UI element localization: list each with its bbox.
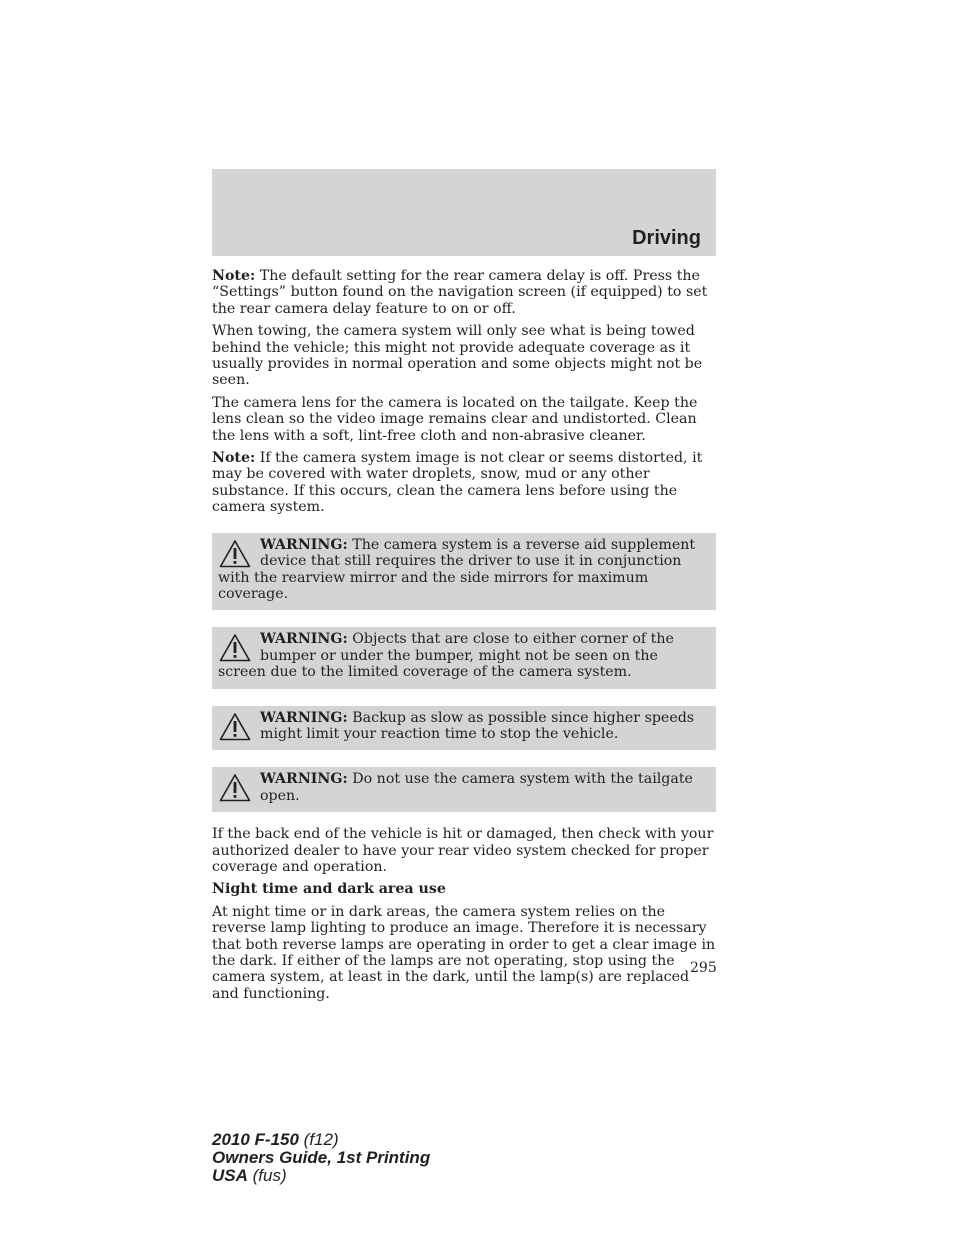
- warning-label: WARNING:: [260, 709, 348, 726]
- warning-box: [212, 706, 716, 751]
- note-label: Note:: [212, 450, 256, 467]
- note-text: If the camera system image is not clear or seems distorted, it may be covered with water droplets, snow, mud or any other substance. If this occurs, clean the camera lens before using the camera system.: [212, 450, 703, 516]
- warning-box: [212, 767, 716, 812]
- night-paragraph: At night time or in dark areas, the camera system relies on the reverse lamp lighting to produce an image. Therefore it is necessary that both reverse lamps are operating in order to get a clear image in the dark. If either of the lamps are not operating, stop using the camera system, at least in the dark, until the lamp(s) are replaced and functioning.: [212, 903, 716, 1002]
- towing-paragraph: When towing, the camera system will only see what is being towed behind the vehicle; this might not provide adequate coverage as it usually provides in normal operation and some objects might not be seen.: [212, 323, 703, 389]
- warning-box: [212, 627, 716, 688]
- document-footer: [212, 1131, 430, 1185]
- warning-body: Do not use the camera system with the tailgate open.: [260, 771, 693, 804]
- note-text: The default setting for the rear camera delay is off. Press the “Settings” button found on the navigation screen (if equipped) to set the rear camera delay feature to on or off.: [212, 268, 708, 317]
- warning-text: [218, 631, 710, 680]
- warning-body: Objects that are close to either corner of the bumper or under the bumper, might not be seen on the screen due to the limited coverage of the camera system.: [218, 631, 674, 681]
- page-number: 295: [690, 960, 717, 976]
- footer-market-code: (fus): [247, 1166, 287, 1185]
- footer-model: 2010 F-150: [212, 1130, 299, 1149]
- warning-text: [218, 710, 710, 743]
- warning-text: [218, 771, 710, 804]
- page-content: [212, 268, 716, 1008]
- section-title: Driving: [632, 227, 701, 249]
- warning-body: The camera system is a reverse aid supplement device that still requires the driver to use it in conjunction with the rearview mirror and the side mirrors for maximum coverage.: [218, 536, 696, 602]
- footer-model-code: (f12): [298, 1130, 339, 1149]
- note-label: Note:: [212, 268, 256, 284]
- lens-paragraph: The camera lens for the camera is located on the tailgate. Keep the lens clean so the video image remains clear and undistorted. Clean the lens with a soft, lint-free cloth and non-abrasive cleaner.: [212, 394, 698, 444]
- section-header-band: [212, 169, 716, 256]
- warning-text: [218, 537, 710, 603]
- warning-label: WARNING:: [260, 771, 348, 788]
- damage-paragraph: If the back end of the vehicle is hit or damaged, then check with your authorized dealer to have your rear video system checked for proper coverage and operation.: [212, 826, 714, 875]
- warning-box: [212, 533, 716, 611]
- footer-line-market: [212, 1167, 430, 1185]
- warning-triangle-icon: [219, 712, 251, 742]
- warning-body: Backup as slow as possible since higher speeds might limit your reaction time to stop the vehicle.: [260, 709, 695, 742]
- subsection-heading: Night time and dark area use: [212, 881, 446, 898]
- warning-triangle-icon: [219, 539, 251, 569]
- warning-label: WARNING:: [260, 536, 348, 553]
- note-paragraph-delay: [212, 268, 716, 317]
- note-paragraph-image: [212, 450, 716, 516]
- footer-line-guide: Owners Guide, 1st Printing: [212, 1148, 431, 1167]
- warning-triangle-icon: [219, 773, 251, 803]
- warning-triangle-icon: [219, 633, 251, 663]
- footer-market: USA: [212, 1166, 248, 1185]
- warning-label: WARNING:: [260, 631, 348, 648]
- footer-line-model: [212, 1131, 430, 1149]
